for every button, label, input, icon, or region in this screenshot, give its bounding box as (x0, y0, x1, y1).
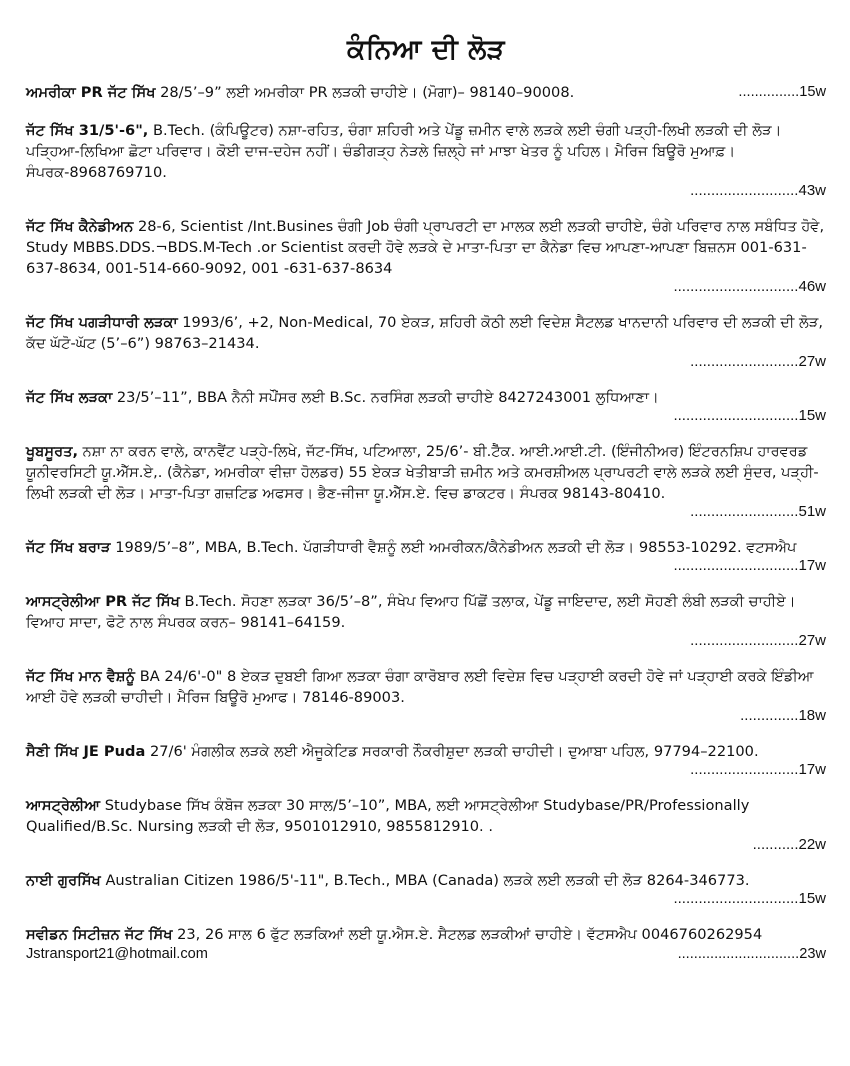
ad-heading: ਜੱਟ ਸਿੱਖ ਮਾਨ ਵੈਸ਼ਨੂੰ (26, 668, 136, 685)
ad-code: ..............................15w (673, 407, 826, 424)
ad-4 (26, 312, 826, 370)
ad-2 (26, 120, 826, 199)
ad-text: 1993/6’, +2, Non-Medical, 70 ਏਕੜ, ਸ਼ਹਿਰੀ ਕੋਠੀ ਲਈ ਵਿਦੇਸ਼ ਸੈਟਲਡ ਖਾਨਦਾਨੀ ਪਰਿਵਾਰ ਦੀ ਲੜਕੀ ਦੀ ਲੋੜ, ਕੱਦ ਘੱਟੋ-ਘੱਟ (5’–6”) 98763–21434. (26, 314, 824, 352)
ad-heading: ਸੈਣੀ ਸਿੱਖ JE Puda (26, 743, 146, 760)
ad-text: B.Tech. (ਕੰਪਿਊਟਰ) ਨਸ਼ਾ-ਰਹਿਤ, ਚੰਗਾ ਸ਼ਹਿਰੀ ਅਤੇ ਪੇਂਡੂ ਜ਼ਮੀਨ ਵਾਲੇ ਲੜਕੇ ਲਈ ਚੰਗੀ ਪੜ੍ਹੀ-ਲਿਖੀ ਲੜਕੀ ਦੀ ਲੋੜ। ਪੜ੍ਹਿਆ-ਲਿਖਿਆ ਛੋਟਾ ਪਰਿਵਾਰ। ਕੋਈ ਦਾਜ-ਦਹੇਜ ਨਹੀਂ। ਚੰਡੀਗੜ੍ਹ ਨੇੜਲੇ ਜ਼ਿਲ੍ਹੇ ਜਾਂ ਮਾਝਾ ਖੇਤਰ ਨੂੰ ਪਹਿਲ। ਮੈਰਿਜ ਬਿਊਰੋ ਮੁਆਫ਼। ਸੰਪਰਕ-8968769710. (26, 122, 782, 181)
ad-code: ...........22w (752, 836, 826, 853)
ad-heading: ਜੱਟ ਸਿੱਖ ਬਰਾੜ (26, 539, 111, 556)
ad-heading: ਆਸਟ੍ਰੇਲੀਆ (26, 797, 101, 814)
ad-8 (26, 591, 826, 649)
ad-heading: ਖੂਬਸੂਰਤ, (26, 443, 79, 460)
ad-11 (26, 795, 826, 853)
ad-7 (26, 537, 826, 574)
ad-heading: ਜੱਟ ਸਿੱਖ ਕੈਨੇਡੀਅਨ (26, 218, 134, 235)
ad-code: ..........................27w (690, 632, 826, 649)
ad-footer (26, 945, 826, 963)
ad-heading: ਨਾਈ ਗੁਰਸਿੱਖ (26, 872, 101, 889)
ad-code: ..........................43w (690, 182, 826, 199)
ad-code: ..............................15w (673, 890, 826, 907)
ad-3 (26, 216, 826, 295)
ad-13 (26, 924, 826, 963)
ad-text: 1989/5’–8”, MBA, B.Tech. ਪੱਗੜੀਧਾਰੀ ਵੈਸ਼ਨੂੰ ਲਈ ਅਮਰੀਕਨ/ਕੈਨੇਡੀਅਨ ਲੜਕੀ ਦੀ ਲੋੜ। 98553-10292. ਵਟਸਐਪ (115, 539, 797, 556)
ad-6 (26, 441, 826, 520)
ad-text: Australian Citizen 1986/5'-11", B.Tech., MBA (Canada) ਲੜਕੇ ਲਈ ਲੜਕੀ ਦੀ ਲੋੜ 8264-346773. (105, 872, 750, 889)
ad-heading: ਜੱਟ ਸਿੱਖ ਲੜਕਾ (26, 389, 113, 406)
ad-text: Studybase ਸਿੱਖ ਕੰਬੋਜ ਲੜਕਾ 30 ਸਾਲ/5’–10”, MBA, ਲਈ ਆਸਟ੍ਰੇਲੀਆ Studybase/PR/Professionally Qualified/B.Sc. Nursing ਲੜਕੀ ਦੀ ਲੋੜ, 9501012910, 9855812910. . (26, 797, 750, 835)
ad-text: B.Tech. ਸੋਹਣਾ ਲੜਕਾ 36/5’–8”, ਸੰਖੇਪ ਵਿਆਹ ਪਿੱਛੋਂ ਤਲਾਕ, ਪੇਂਡੂ ਜਾਇਦਾਦ, ਲਈ ਸੋਹਣੀ ਲੰਬੀ ਲੜਕੀ ਚਾਹੀਏ। ਵਿਆਹ ਸਾਦਾ, ਫੋਟੋ ਨਾਲ ਸੰਪਰਕ ਕਰਨ– 98141–64159. (26, 593, 796, 631)
ad-text: 23, 26 ਸਾਲ 6 ਫੁੱਟ ਲੜਕਿਆਂ ਲਈ ਯੂ.ਐਸ.ਏ. ਸੈਟਲਡ ਲੜਕੀਆਂ ਚਾਹੀਏ। ਵੱਟਸਐਪ 0046760262954 (177, 926, 763, 943)
ad-1 (26, 82, 826, 103)
ad-code: ..........................51w (690, 503, 826, 520)
ad-5 (26, 387, 826, 424)
ad-code: ..............18w (740, 707, 826, 724)
ad-code: ..........................17w (690, 761, 826, 778)
ad-heading: ਜੱਟ ਸਿੱਖ 31/5'-6", (26, 122, 149, 139)
email-address[interactable]: Jstransport21@hotmail.com (26, 946, 208, 962)
ad-heading: ਆਸਟ੍ਰੇਲੀਆ PR ਜੱਟ ਸਿੱਖ (26, 593, 180, 610)
ad-text: 28/5’–9” ਲਈ ਅਮਰੀਕਾ PR ਲੜਕੀ ਚਾਹੀਏ। (ਮੋਗਾ)– 98140–90008. (160, 84, 575, 101)
ad-12 (26, 870, 826, 907)
ad-10 (26, 741, 826, 778)
ad-9 (26, 666, 826, 724)
ad-code: ..........................27w (690, 353, 826, 370)
ad-code: ..............................17w (673, 557, 826, 574)
ad-code: ...............15w (738, 84, 826, 100)
ad-heading: ਅਮਰੀਕਾ PR ਜੱਟ ਸਿੱਖ (26, 84, 156, 101)
ad-code: ..............................46w (673, 278, 826, 295)
ad-text: BA 24/6'-0" 8 ਏਕੜ ਦੁਬਈ ਗਿਆ ਲੜਕਾ ਚੰਗਾ ਕਾਰੋਬਾਰ ਲਈ ਵਿਦੇਸ਼ ਵਿਚ ਪੜ੍ਹਾਈ ਕਰਦੀ ਹੋਵੇ ਜਾਂ ਪੜ੍ਹਾਈ ਕਰਕੇ ਇੰਡੀਆ ਆਈ ਹੋਵੇ ਲੜਕੀ ਚਾਹੀਦੀ। ਮੈਰਿਜ ਬਿਊਰੋ ਮੁਆਫ। 78146-89003. (26, 668, 814, 706)
ad-text: 27/6' ਮੰਗਲੀਕ ਲੜਕੇ ਲਈ ਐਜੂਕੇਟਿਡ ਸਰਕਾਰੀ ਨੌਕਰੀਸ਼ੁਦਾ ਲੜਕੀ ਚਾਹੀਦੀ। ਦੁਆਬਾ ਪਹਿਲ, 97794–22100. (149, 743, 759, 760)
page-title: ਕੰਨਿਆ ਦੀ ਲੋੜ (346, 34, 506, 65)
ad-text: ਨਸ਼ਾ ਨਾ ਕਰਨ ਵਾਲੇ, ਕਾਨਵੈਂਟ ਪੜ੍ਹੇ-ਲਿਖੇ, ਜੱਟ-ਸਿੱਖ, ਪਟਿਆਲਾ, 25/6’- ਬੀ.ਟੈੱਕ. ਆਈ.ਆਈ.ਟੀ. (ਇੰਜੀਨੀਅਰ) ਇੰਟਰਨਸ਼ਿਪ ਹਾਰਵਰਡ ਯੂਨੀਵਰਸਿਟੀ ਯੂ.ਐੱਸ.ਏ,. (ਕੈਨੇਡਾ, ਅਮਰੀਕਾ ਵੀਜ਼ਾ ਹੋਲਡਰ) 55 ਏਕੜ ਖੇਤੀਬਾੜੀ ਜ਼ਮੀਨ ਅਤੇ ਕਮਰਸ਼ੀਅਲ ਪ੍ਰਾਪਰਟੀ ਵਾਲੇ ਲੜਕੇ ਲਈ ਸੁੰਦਰ, ਪੜ੍ਹੀ-ਲਿਖੀ ਲੜਕੀ ਦੀ ਲੋੜ। ਮਾਤਾ-ਪਿਤਾ ਗਜ਼ਟਿਡ ਅਫਸਰ। ਭੈਣ-ਜੀਜਾ ਯੂ.ਐੱਸ.ਏ. ਵਿਚ ਡਾਕਟਰ। ਸੰਪਰਕ 98143-80410. (26, 443, 819, 502)
ad-text: 28-6, Scientist /Int.Busines ਚੰਗੀ Job ਚੰਗੀ ਪ੍ਰਾਪਰਟੀ ਦਾ ਮਾਲਕ ਲਈ ਲੜਕੀ ਚਾਹੀਏ, ਚੰਗੇ ਪਰਿਵਾਰ ਨਾਲ ਸਬੰਧਿਤ ਹੋਵੇ, Study MBBS.DDS.¬BDS.M-Tech .or Scientist ਕਰਦੀ ਹੋਵੇ ਲੜਕੇ ਦੇ ਮਾਤਾ-ਪਿਤਾ ਦਾ ਕੈਨੇਡਾ ਵਿਚ ਆਪਣਾ-ਆਪਣਾ ਬਿਜ਼ਨਸ 001-631-637-8634, 001-514-660-9092, 001 -631-637-8634 (26, 218, 825, 277)
ad-heading: ਜੱਟ ਸਿੱਖ ਪਗੜੀਧਾਰੀ ਲੜਕਾ (26, 314, 178, 331)
ad-text: 23/5’–11”, BBA ਨੈਨੀ ਸਪੌਂਸਰ ਲਈ B.Sc. ਨਰਸਿੰਗ ਲੜਕੀ ਚਾਹੀਏ 8427243001 ਲੁਧਿਆਣਾ। (116, 389, 659, 406)
ad-heading: ਸਵੀਡਨ ਸਿਟੀਜ਼ਨ ਜੱਟ ਸਿੱਖ (26, 926, 173, 943)
ad-code: ..............................23w (677, 946, 826, 962)
